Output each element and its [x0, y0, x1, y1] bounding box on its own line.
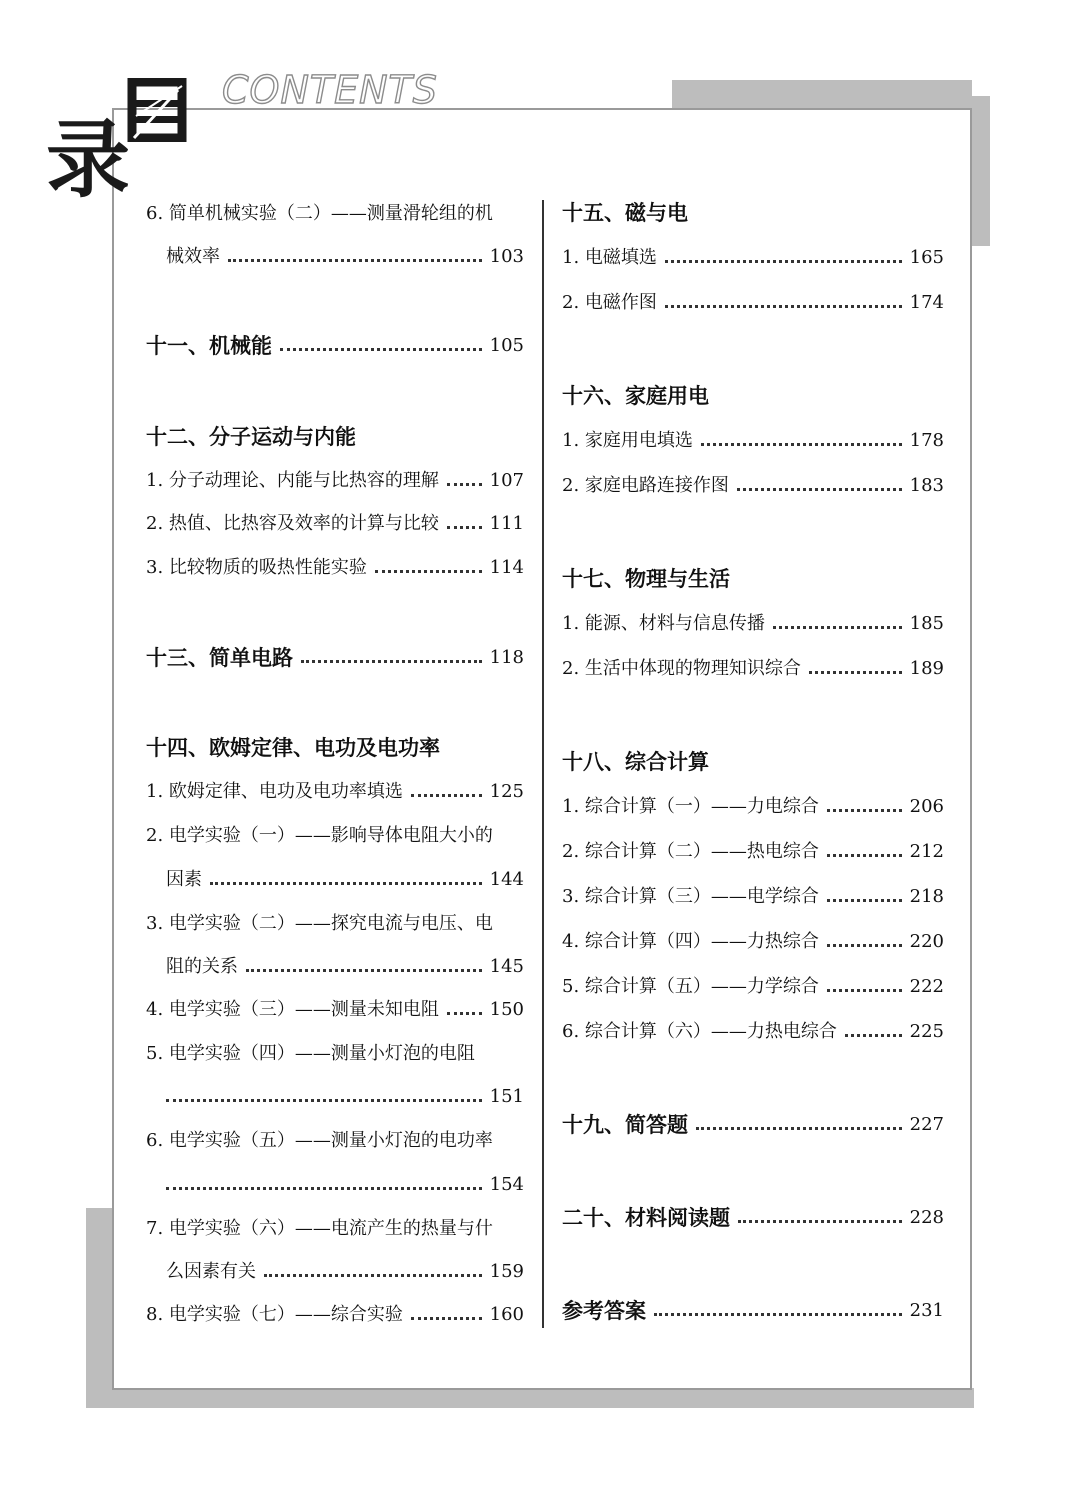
toc-entry[interactable]	[146, 867, 524, 893]
section-title: 十五、磁与电	[562, 200, 688, 225]
toc-entry-title: 2. 综合计算（二）——热电综合	[562, 841, 819, 862]
toc-entry[interactable]	[562, 1019, 944, 1045]
toc-entry-title: 5. 综合计算（五）——力学综合	[562, 976, 819, 997]
toc-entry[interactable]	[146, 468, 524, 494]
toc-entry-title: 1. 电磁填选	[562, 247, 657, 268]
toc-section-heading	[562, 200, 944, 226]
dot-leader	[246, 969, 482, 972]
toc-entry-title: 2. 热值、比热容及效率的计算与比较	[146, 513, 439, 534]
toc-entry[interactable]	[562, 794, 944, 820]
toc-page: 189	[909, 658, 944, 679]
toc-entry[interactable]	[562, 839, 944, 865]
toc-page: 225	[909, 1021, 944, 1042]
section-title: 十六、家庭用电	[562, 383, 709, 408]
dot-leader	[228, 259, 482, 262]
dot-leader	[827, 809, 902, 812]
dot-leader	[738, 1220, 902, 1223]
toc-entry[interactable]	[562, 884, 944, 910]
toc-section-heading[interactable]	[562, 1298, 944, 1324]
dot-leader	[375, 570, 482, 573]
toc-entry-title: 1. 分子动理论、内能与比热容的理解	[146, 470, 439, 491]
dot-leader	[701, 443, 902, 446]
toc-page: 114	[489, 557, 524, 578]
contents-heading: CONTENTS	[222, 68, 438, 112]
toc-entry[interactable]	[146, 244, 524, 270]
toc-entry-title: 阻的关系	[166, 956, 238, 977]
toc-page: 159	[489, 1261, 524, 1282]
section-title: 十八、综合计算	[562, 749, 709, 774]
toc-page: 220	[909, 931, 944, 952]
toc-entry-title: 6. 综合计算（六）——力热电综合	[562, 1021, 837, 1042]
toc-entry-line1: 6. 电学实验（五）——测量小灯泡的电功率	[146, 1130, 493, 1151]
toc-section-heading	[146, 424, 524, 450]
dot-leader	[827, 944, 902, 947]
toc-entry[interactable]	[562, 611, 944, 637]
dot-leader	[411, 1317, 482, 1320]
dot-leader	[210, 882, 482, 885]
title-glyph-lu: 录	[46, 111, 131, 209]
toc-page: 218	[909, 886, 944, 907]
toc-entry[interactable]	[562, 473, 944, 499]
dot-leader	[827, 899, 902, 902]
top-right-band	[672, 80, 972, 110]
toc-page: 206	[909, 796, 944, 817]
section-title: 十四、欧姆定律、电功及电功率	[146, 735, 440, 760]
dot-leader	[845, 1034, 902, 1037]
toc-page: 178	[909, 430, 944, 451]
dot-leader	[447, 483, 482, 486]
toc-entry-title: 1. 欧姆定律、电功及电功率填选	[146, 781, 403, 802]
toc-entry[interactable]	[146, 511, 524, 537]
toc-page: 212	[909, 841, 944, 862]
toc-page: 111	[489, 513, 524, 534]
toc-page: 160	[489, 1304, 524, 1325]
toc-page: 227	[909, 1114, 944, 1135]
toc-entry[interactable]	[562, 974, 944, 1000]
toc-section-heading	[562, 749, 944, 775]
dot-leader	[773, 626, 902, 629]
toc-section-heading[interactable]	[146, 645, 524, 671]
toc-page: 231	[909, 1300, 944, 1321]
dot-leader	[696, 1127, 902, 1130]
section-title: 参考答案	[562, 1298, 646, 1323]
dot-leader	[280, 348, 482, 351]
toc-entry-line1: 7. 电学实验（六）——电流产生的热量与什	[146, 1218, 493, 1239]
toc-page: 107	[489, 470, 524, 491]
toc-page: 103	[489, 246, 524, 267]
toc-page: 105	[489, 335, 524, 356]
dot-leader	[447, 1012, 482, 1015]
toc-entry-title: 2. 电磁作图	[562, 292, 657, 313]
toc-entry-title: 么因素有关	[166, 1261, 256, 1282]
toc-entry-title: 8. 电学实验（七）——综合实验	[146, 1304, 403, 1325]
dot-leader	[264, 1274, 482, 1277]
toc-section-heading	[562, 566, 944, 592]
toc-entry-title: 3. 综合计算（三）——电学综合	[562, 886, 819, 907]
toc-page: 222	[909, 976, 944, 997]
toc-entry-title: 1. 综合计算（一）——力电综合	[562, 796, 819, 817]
section-title: 二十、材料阅读题	[562, 1205, 730, 1230]
dot-leader	[411, 794, 482, 797]
toc-page: 174	[909, 292, 944, 313]
dot-leader	[665, 305, 902, 308]
toc-page: 185	[909, 613, 944, 634]
toc-entry-line1: 6. 简单机械实验（二）——测量滑轮组的机	[146, 203, 493, 224]
dot-leader	[447, 526, 482, 529]
toc-page: 125	[489, 781, 524, 802]
toc-entry[interactable]	[562, 929, 944, 955]
toc-section-heading[interactable]	[562, 1112, 944, 1138]
toc-entry-title: 2. 生活中体现的物理知识综合	[562, 658, 801, 679]
toc-entry-title: 4. 电学实验（三）——测量未知电阻	[146, 999, 439, 1020]
toc-entry-title: 械效率	[166, 246, 220, 267]
dot-leader	[166, 1099, 482, 1102]
toc-page: 150	[489, 999, 524, 1020]
toc-section-heading	[146, 735, 524, 761]
bottom-band	[100, 1388, 974, 1408]
toc-section-heading[interactable]	[562, 1205, 944, 1231]
toc-page: 145	[489, 956, 524, 977]
toc-entry[interactable]	[146, 555, 524, 581]
dot-leader	[827, 854, 902, 857]
toc-entry[interactable]	[562, 290, 944, 316]
dot-leader	[166, 1187, 482, 1190]
toc-entry[interactable]	[562, 656, 944, 682]
toc-entry[interactable]	[146, 997, 524, 1023]
toc-entry-title: 1. 能源、材料与信息传播	[562, 613, 765, 634]
toc-entry-line1: 3. 电学实验（二）——探究电流与电压、电	[146, 913, 493, 934]
toc-entry[interactable]	[146, 1302, 524, 1328]
toc-page: 165	[909, 247, 944, 268]
toc-page: 183	[909, 475, 944, 496]
toc-entry-line1: 5. 电学实验（四）——测量小灯泡的电阻	[146, 1043, 475, 1064]
dot-leader	[654, 1313, 902, 1316]
section-title: 十二、分子运动与内能	[146, 424, 356, 449]
dot-leader	[301, 660, 482, 663]
toc-entry-title: 3. 比较物质的吸热性能实验	[146, 557, 367, 578]
toc-page: 228	[909, 1207, 944, 1228]
toc-entry[interactable]	[146, 1259, 524, 1285]
toc-page: 144	[489, 869, 524, 890]
toc-entry[interactable]	[146, 779, 524, 805]
toc-entry[interactable]	[146, 1084, 524, 1110]
section-title: 十七、物理与生活	[562, 566, 730, 591]
toc-entry[interactable]	[146, 954, 524, 980]
toc-entry-line1: 2. 电学实验（一）——影响导体电阻大小的	[146, 825, 493, 846]
toc-page: 118	[489, 647, 524, 668]
toc-page: 154	[489, 1174, 524, 1195]
toc-entry-title: 4. 综合计算（四）——力热综合	[562, 931, 819, 952]
dot-leader	[737, 488, 902, 491]
section-title: 十三、简单电路	[146, 645, 293, 670]
toc-entry[interactable]	[562, 245, 944, 271]
section-title: 十九、简答题	[562, 1112, 688, 1137]
toc-entry[interactable]	[146, 1172, 524, 1198]
title-glyph-mu	[126, 78, 188, 142]
toc-entry-title: 2. 家庭电路连接作图	[562, 475, 729, 496]
column-divider	[542, 200, 544, 1328]
dot-leader	[665, 260, 902, 263]
section-title: 十一、机械能	[146, 333, 272, 358]
toc-entry[interactable]	[562, 428, 944, 454]
toc-entry-title: 1. 家庭用电填选	[562, 430, 693, 451]
toc-page: 151	[489, 1086, 524, 1107]
dot-leader	[809, 671, 902, 674]
toc-section-heading[interactable]	[146, 333, 524, 359]
toc-section-heading	[562, 383, 944, 409]
dot-leader	[827, 989, 902, 992]
toc-entry-title: 因素	[166, 869, 202, 890]
